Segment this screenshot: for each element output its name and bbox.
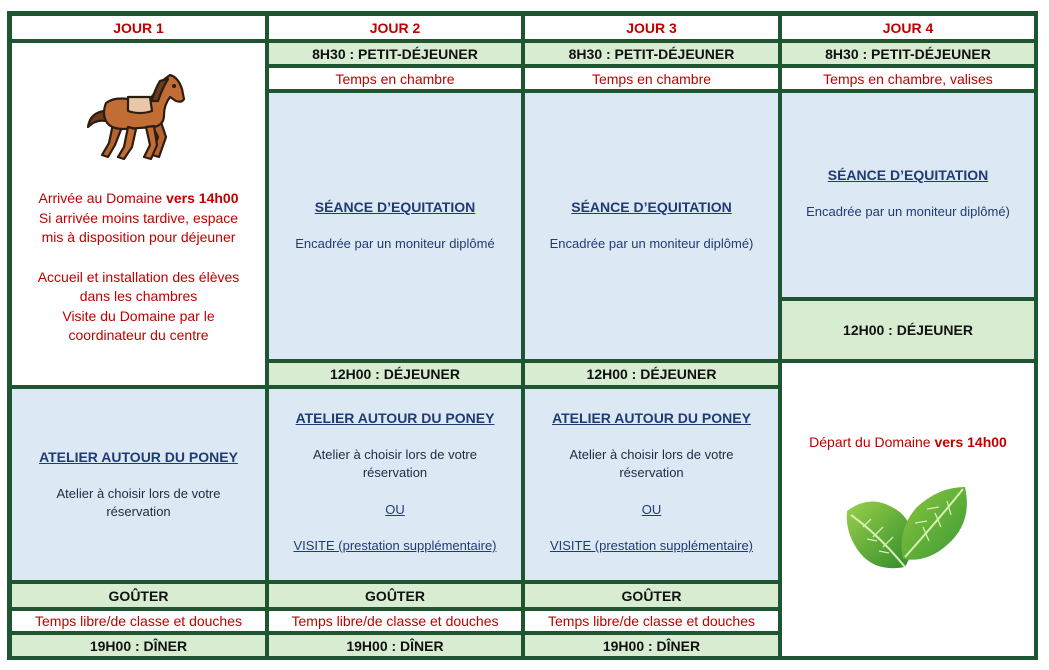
depart-text: Départ du Domaine xyxy=(809,434,935,450)
day-2-seance xyxy=(269,93,521,359)
arrival-line-1: Arrivée au Domaine xyxy=(38,190,167,206)
day-2-diner: 19H00 : DÎNER xyxy=(269,635,521,656)
depart-time: vers 14h00 xyxy=(934,434,1007,450)
arrival-line-2: Si arrivée moins tardive, espace xyxy=(38,209,239,226)
visite-link[interactable]: VISITE (prestation supplémentaire) xyxy=(293,538,497,553)
atelier-desc-2: réservation xyxy=(106,503,171,519)
seance-desc: Encadrée par un moniteur diplômé xyxy=(295,236,495,251)
day-3-atelier xyxy=(525,389,778,580)
atelier-desc-2: réservation xyxy=(362,465,428,480)
day-3-temps-libre: Temps libre/de classe et douches xyxy=(525,611,778,631)
day-2-dejeuner: 12H00 : DÉJEUNER xyxy=(269,363,521,385)
atelier-title: ATELIER AUTOUR DU PONEY xyxy=(552,410,751,426)
ou-link[interactable]: OU xyxy=(641,502,662,517)
day-3-breakfast: 8H30 : PETIT-DÉJEUNER xyxy=(525,43,778,64)
day-3-seance xyxy=(525,93,778,359)
arrival-line-5: dans les chambres xyxy=(79,288,198,304)
seance-title: SÉANCE D’EQUITATION xyxy=(827,167,989,183)
day-4-chambre: Temps en chambre, valises xyxy=(782,68,1034,89)
day-4-header: JOUR 4 xyxy=(782,16,1034,39)
arrival-line-4: Accueil et installation des élèves xyxy=(37,268,240,285)
seance-title: SÉANCE D’EQUITATION xyxy=(314,199,476,215)
atelier-desc-1: Atelier à choisir lors de votre xyxy=(56,485,221,501)
day-2-atelier xyxy=(269,389,521,580)
day-3-diner: 19H00 : DÎNER xyxy=(525,635,778,656)
day-4-depart xyxy=(782,363,1034,656)
day-4-seance xyxy=(782,93,1034,297)
day-2-temps-libre: Temps libre/de classe et douches xyxy=(269,611,521,631)
atelier-desc-1: Atelier à choisir lors de votre xyxy=(569,447,734,462)
ou-link[interactable]: OU xyxy=(385,502,405,517)
day-3-dejeuner: 12H00 : DÉJEUNER xyxy=(525,363,778,385)
day-1-temps-libre: Temps libre/de classe et douches xyxy=(12,611,265,631)
atelier-title: ATELIER AUTOUR DU PONEY xyxy=(295,410,495,426)
arrival-line-7: coordinateur du centre xyxy=(68,327,209,343)
horse-icon xyxy=(84,69,194,169)
visite-link[interactable]: VISITE (prestation supplémentaire) xyxy=(549,538,754,553)
arrival-line-6: Visite du Domaine par le xyxy=(62,307,215,324)
day-1-header: JOUR 1 xyxy=(12,16,265,39)
day-2-gouter: GOÛTER xyxy=(269,584,521,607)
atelier-title: ATELIER AUTOUR DU PONEY xyxy=(39,448,238,465)
seance-desc: Encadrée par un moniteur diplômé) xyxy=(806,204,1010,219)
leaves-icon xyxy=(843,483,973,579)
day-3-gouter: GOÛTER xyxy=(525,584,778,607)
day-3-chambre: Temps en chambre xyxy=(525,68,778,89)
day-1-arrival xyxy=(12,43,265,385)
day-3-header: JOUR 3 xyxy=(525,16,778,39)
arrival-time: vers 14h00 xyxy=(166,190,239,206)
atelier-desc-1: Atelier à choisir lors de votre xyxy=(312,447,477,462)
seance-desc: Encadrée par un moniteur diplômé) xyxy=(549,236,754,251)
day-2-chambre: Temps en chambre xyxy=(269,68,521,89)
day-4-dejeuner: 12H00 : DÉJEUNER xyxy=(782,301,1034,359)
atelier-desc-2: réservation xyxy=(619,465,684,480)
day-2-breakfast: 8H30 : PETIT-DÉJEUNER xyxy=(269,43,521,64)
day-2-header: JOUR 2 xyxy=(269,16,521,39)
seance-title: SÉANCE D’EQUITATION xyxy=(571,199,732,215)
day-1-gouter: GOÛTER xyxy=(12,584,265,607)
day-4-breakfast: 8H30 : PETIT-DÉJEUNER xyxy=(782,43,1034,64)
arrival-line-3: mis à disposition pour déjeuner xyxy=(41,229,236,245)
day-1-atelier xyxy=(12,389,265,580)
day-1-diner: 19H00 : DÎNER xyxy=(12,635,265,656)
